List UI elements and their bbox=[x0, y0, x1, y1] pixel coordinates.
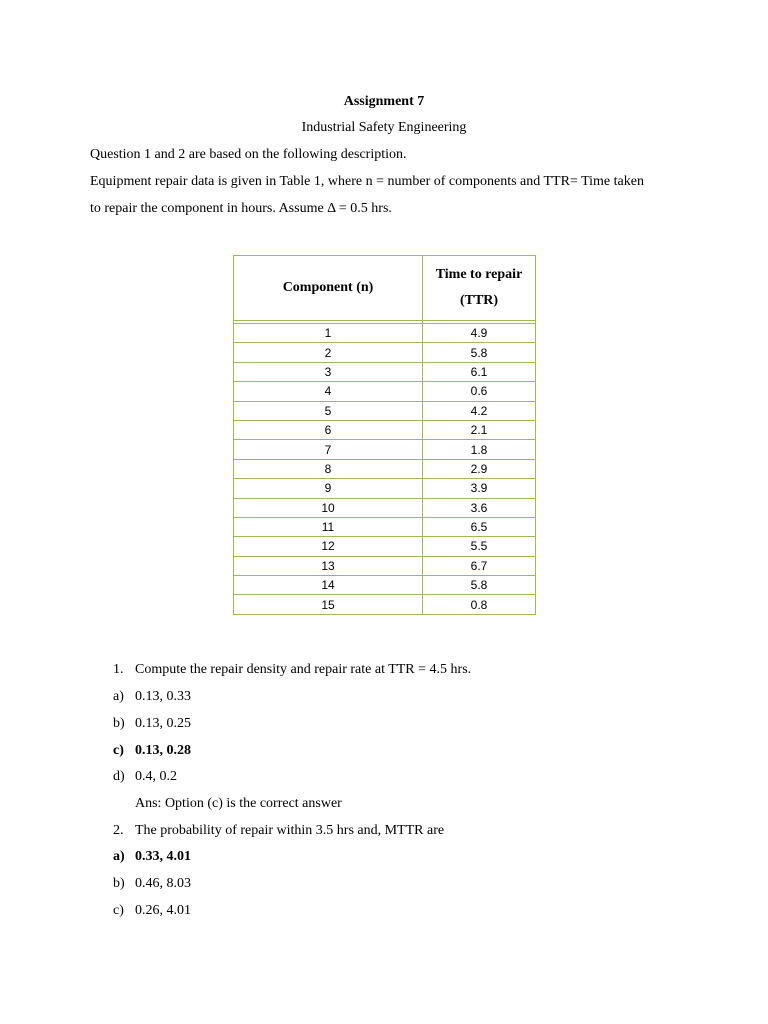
cell-n: 3 bbox=[234, 362, 423, 381]
option-label: c) bbox=[113, 903, 124, 918]
cell-ttr: 2.1 bbox=[423, 420, 536, 439]
option-text: 0.46, 8.03 bbox=[135, 876, 191, 891]
cell-n: 13 bbox=[234, 556, 423, 575]
cell-ttr: 5.8 bbox=[423, 343, 536, 362]
cell-n: 9 bbox=[234, 479, 423, 498]
cell-n: 15 bbox=[234, 595, 423, 614]
option-label: a) bbox=[113, 849, 125, 864]
option-text: 0.4, 0.2 bbox=[135, 769, 177, 784]
cell-n: 1 bbox=[234, 324, 423, 343]
table-row bbox=[234, 576, 536, 595]
cell-n: 5 bbox=[234, 401, 423, 420]
cell-n: 11 bbox=[234, 517, 423, 536]
document-subtitle: Industrial Safety Engineering bbox=[301, 120, 467, 135]
table-row bbox=[234, 479, 536, 498]
question-text: Compute the repair density and repair rate at TTR = 4.5 hrs. bbox=[135, 662, 472, 677]
cell-n: 6 bbox=[234, 420, 423, 439]
intro-line-3: to repair the component in hours. Assume Δ = 0.5 hrs. bbox=[90, 201, 392, 216]
option-label: d) bbox=[113, 769, 125, 784]
table-row bbox=[234, 459, 536, 478]
cell-ttr: 3.6 bbox=[423, 498, 536, 517]
cell-ttr: 4.9 bbox=[423, 324, 536, 343]
question-text: The probability of repair within 3.5 hrs and, MTTR are bbox=[135, 823, 445, 838]
table-header-row bbox=[234, 256, 536, 321]
table-row bbox=[234, 382, 536, 401]
option-text: 0.33, 4.01 bbox=[135, 849, 191, 864]
cell-n: 10 bbox=[234, 498, 423, 517]
column-header-ttr-line1: Time to repair bbox=[435, 267, 523, 282]
option-text: 0.26, 4.01 bbox=[135, 903, 191, 918]
cell-n: 7 bbox=[234, 440, 423, 459]
table-row bbox=[234, 537, 536, 556]
table-row bbox=[234, 517, 536, 536]
option-text: 0.13, 0.33 bbox=[135, 689, 191, 704]
cell-n: 8 bbox=[234, 459, 423, 478]
table-row bbox=[234, 556, 536, 575]
option-text: 0.13, 0.28 bbox=[135, 743, 191, 758]
cell-ttr: 4.2 bbox=[423, 401, 536, 420]
table-row bbox=[234, 498, 536, 517]
table-row bbox=[234, 420, 536, 439]
document-title: Assignment 7 bbox=[343, 94, 425, 109]
question-number: 2. bbox=[113, 823, 124, 838]
table-row bbox=[234, 440, 536, 459]
cell-n: 4 bbox=[234, 382, 423, 401]
question-1-answer: Ans: Option (c) is the correct answer bbox=[135, 796, 342, 811]
cell-ttr: 0.8 bbox=[423, 595, 536, 614]
table-row bbox=[234, 401, 536, 420]
cell-ttr: 6.1 bbox=[423, 362, 536, 381]
cell-n: 14 bbox=[234, 576, 423, 595]
cell-ttr: 5.8 bbox=[423, 576, 536, 595]
intro-line-2: Equipment repair data is given in Table 1, where n = number of components and TTR= Time taken bbox=[90, 174, 644, 189]
intro-line-1: Question 1 and 2 are based on the following description. bbox=[90, 147, 407, 162]
cell-ttr: 6.7 bbox=[423, 556, 536, 575]
cell-n: 12 bbox=[234, 537, 423, 556]
option-label: a) bbox=[113, 689, 124, 704]
cell-ttr: 3.9 bbox=[423, 479, 536, 498]
question-number: 1. bbox=[113, 662, 124, 677]
cell-ttr: 6.5 bbox=[423, 517, 536, 536]
column-header-ttr-line2: (TTR) bbox=[459, 293, 499, 308]
option-label: b) bbox=[113, 876, 125, 891]
table-row bbox=[234, 362, 536, 381]
cell-ttr: 2.9 bbox=[423, 459, 536, 478]
table-row bbox=[234, 343, 536, 362]
cell-ttr: 1.8 bbox=[423, 440, 536, 459]
column-header-ttr bbox=[423, 256, 536, 321]
option-label: b) bbox=[113, 716, 125, 731]
table-row bbox=[234, 324, 536, 343]
option-label: c) bbox=[113, 743, 124, 758]
option-text: 0.13, 0.25 bbox=[135, 716, 191, 731]
cell-n: 2 bbox=[234, 343, 423, 362]
cell-ttr: 0.6 bbox=[423, 382, 536, 401]
table-row bbox=[234, 595, 536, 614]
cell-ttr: 5.5 bbox=[423, 537, 536, 556]
repair-data-table bbox=[233, 255, 536, 615]
column-header-component: Component (n) bbox=[234, 256, 423, 321]
